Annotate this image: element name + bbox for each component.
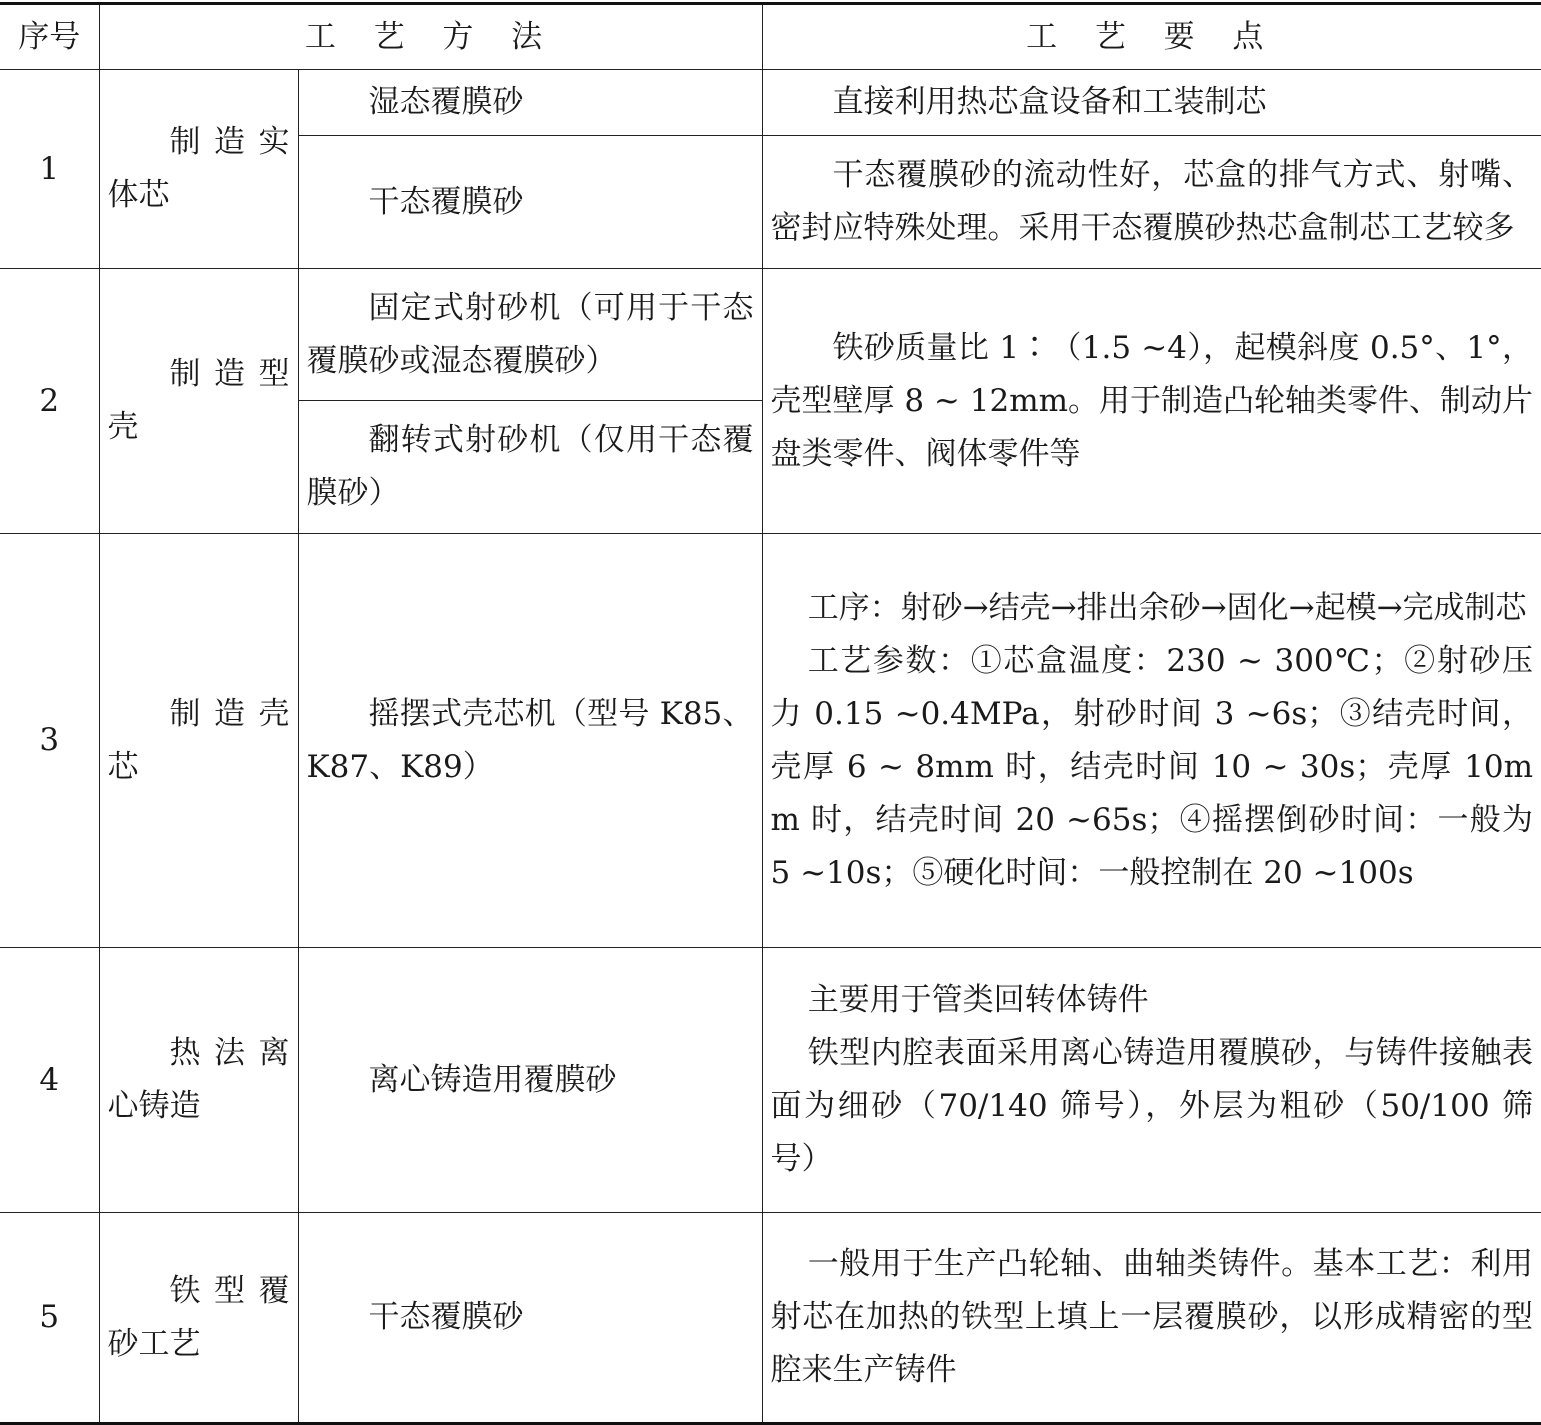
row-category: 制造壳芯 bbox=[99, 534, 298, 948]
row-points: 铁砂质量比 1∶（1.5 ~4），起模斜度 0.5°、1°，壳型壁厚 8 ~ 12mm。用于制造凸轮轴类零件、制动片盘类零件、阀体零件等 bbox=[762, 269, 1541, 534]
row-points bbox=[762, 534, 1541, 948]
row-method: 干态覆膜砂 bbox=[298, 136, 762, 269]
row-points bbox=[762, 1213, 1541, 1424]
points-paragraph: 主要用于管类回转体铸件 bbox=[807, 982, 1149, 1018]
row-points bbox=[762, 948, 1541, 1213]
row-category: 制造实体芯 bbox=[99, 70, 298, 269]
points-paragraph: 工序：射砂→结壳→排出余砂→固化→起模→完成制芯 bbox=[807, 589, 1527, 626]
row-number: 2 bbox=[0, 269, 99, 534]
row-category: 制造型壳 bbox=[99, 269, 298, 534]
points-paragraph: 工艺参数：①芯盒温度：230 ~ 300℃；②射砂压力 0.15 ~0.4MPa，射砂时间 3 ~6s；③结壳时间，壳厚 6 ~ 8mm 时，结壳时间 10 ~ 30s；壳厚 10mm 时，结壳时间 20 ~65s；④摇摆倒砂时间：一般为 5 ~10s；⑤硬化时间：一般控制在 20 ~100s bbox=[770, 642, 1533, 891]
row-number: 4 bbox=[0, 948, 99, 1213]
row-method: 翻转式射砂机（仅用干态覆膜砂） bbox=[298, 401, 762, 534]
table-row bbox=[0, 269, 1541, 401]
table-row bbox=[0, 534, 1541, 948]
row-number: 1 bbox=[0, 70, 99, 269]
row-method: 湿态覆膜砂 bbox=[298, 70, 762, 136]
row-method: 摇摆式壳芯机（型号 K85、K87、K89） bbox=[298, 534, 762, 948]
process-table bbox=[0, 2, 1541, 1425]
row-number: 5 bbox=[0, 1213, 99, 1424]
row-method: 离心铸造用覆膜砂 bbox=[298, 948, 762, 1213]
row-method: 固定式射砂机（可用于干态覆膜砂或湿态覆膜砂） bbox=[298, 269, 762, 401]
header-row bbox=[0, 4, 1541, 70]
points-paragraph: 一般用于生产凸轮轴、曲轴类铸件。基本工艺：利用射芯在加热的铁型上填上一层覆膜砂，以形成精密的型腔来生产铸件 bbox=[770, 1246, 1533, 1388]
row-points: 直接利用热芯盒设备和工装制芯 bbox=[762, 70, 1541, 136]
header-points: 工 艺 要 点 bbox=[762, 4, 1541, 70]
row-category: 热法离心铸造 bbox=[99, 948, 298, 1213]
row-category: 铁型覆砂工艺 bbox=[99, 1213, 298, 1424]
points-paragraph: 铁型内腔表面采用离心铸造用覆膜砂，与铸件接触表面为细砂（70/140 筛号），外层为粗砂（50/100 筛号） bbox=[770, 1035, 1533, 1177]
table-row bbox=[0, 70, 1541, 136]
table-row bbox=[0, 1213, 1541, 1424]
table-row bbox=[0, 948, 1541, 1213]
header-method: 工 艺 方 法 bbox=[99, 4, 762, 70]
header-seq: 序号 bbox=[0, 4, 99, 70]
row-method: 干态覆膜砂 bbox=[298, 1213, 762, 1424]
row-number: 3 bbox=[0, 534, 99, 948]
row-points: 干态覆膜砂的流动性好，芯盒的排气方式、射嘴、密封应特殊处理。采用干态覆膜砂热芯盒制芯工艺较多 bbox=[762, 136, 1541, 269]
